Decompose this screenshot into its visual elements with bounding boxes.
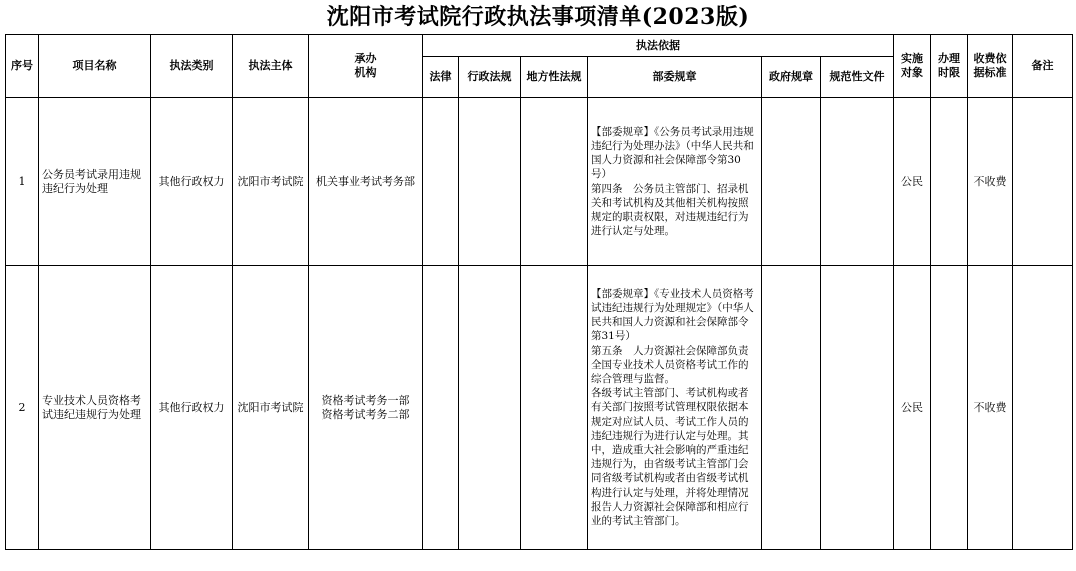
row-admin-reg [459,266,521,550]
row-ministry-rule: 【部委规章】《公务员考试录用违规违纪行为处理办法》（中华人民共和国人力资源和社会保障部令第30号） 第四条 公务员主管部门、招录机关和考试机构及其他相关机构按照规定的职责权限，对违规违纪行为进行认定与处理。 [588,98,762,266]
document-title: 沈阳市考试院行政执法事项清单(2023版) [326,4,750,30]
table-row [6,98,1073,266]
row-target: 公民 [894,98,931,266]
row-fee-basis: 不收费 [968,98,1013,266]
row-dept: 资格考试考务一部 资格考试考务二部 [309,266,423,550]
header-normative: 规范性文件 [821,57,894,98]
header-basis: 执法依据 [423,35,894,57]
header-name: 项目名称 [39,35,151,98]
header-row-top [6,35,1073,57]
row-gov-rule [762,98,821,266]
row-local-reg [521,98,588,266]
row-index: 1 [6,98,39,266]
row-subject: 沈阳市考试院 [233,266,309,550]
row-local-reg [521,266,588,550]
row-remark [1013,266,1073,550]
row-law [423,98,459,266]
header-time-limit: 办理 时限 [931,35,968,98]
row-item-name: 公务员考试录用违规违纪行为处理 [39,98,151,266]
row-law [423,266,459,550]
row-category: 其他行政权力 [151,266,233,550]
row-target: 公民 [894,266,931,550]
header-remark: 备注 [1013,35,1073,98]
row-dept: 机关事业考试考务部 [309,98,423,266]
header-local-reg: 地方性法规 [521,57,588,98]
header-gov-rule: 政府规章 [762,57,821,98]
header-law: 法律 [423,57,459,98]
row-gov-rule [762,266,821,550]
row-normative [821,98,894,266]
header-dept: 承办 机构 [309,35,423,98]
row-fee-basis: 不收费 [968,266,1013,550]
row-ministry-rule: 【部委规章】《专业技术人员资格考试违纪违规行为处理规定》（中华人民共和国人力资源和社会保障部令第31号） 第五条 人力资源社会保障部负责全国专业技术人员资格考试工作的综合管理与监督。 各级考试主管部门、考试机构或者有关部门按照考试管理权限依据本规定对应试人员、考试工作人员的违纪违规行为进行认定与处理。其中，造成重大社会影响的严重违纪违规行为，由省级考试主管部门会同省级考试机构或者由省级考试机构进行认定与处理，并将处理情况报告人力资源社会保障部和相应行业的考试主管部门。 [588,266,762,550]
enforcement-list-table [5,34,1073,550]
header-ministry-rule: 部委规章 [588,57,762,98]
header-target: 实施 对象 [894,35,931,98]
row-normative [821,266,894,550]
header-category: 执法类别 [151,35,233,98]
row-admin-reg [459,98,521,266]
header-admin-reg: 行政法规 [459,57,521,98]
row-remark [1013,98,1073,266]
header-fee-basis: 收费依 据标准 [968,35,1013,98]
row-category: 其他行政权力 [151,98,233,266]
row-time-limit [931,98,968,266]
header-subject: 执法主体 [233,35,309,98]
table-row [6,266,1073,550]
row-time-limit [931,266,968,550]
row-index: 2 [6,266,39,550]
row-subject: 沈阳市考试院 [233,98,309,266]
row-item-name: 专业技术人员资格考试违纪违规行为处理 [39,266,151,550]
header-index: 序号 [6,35,39,98]
